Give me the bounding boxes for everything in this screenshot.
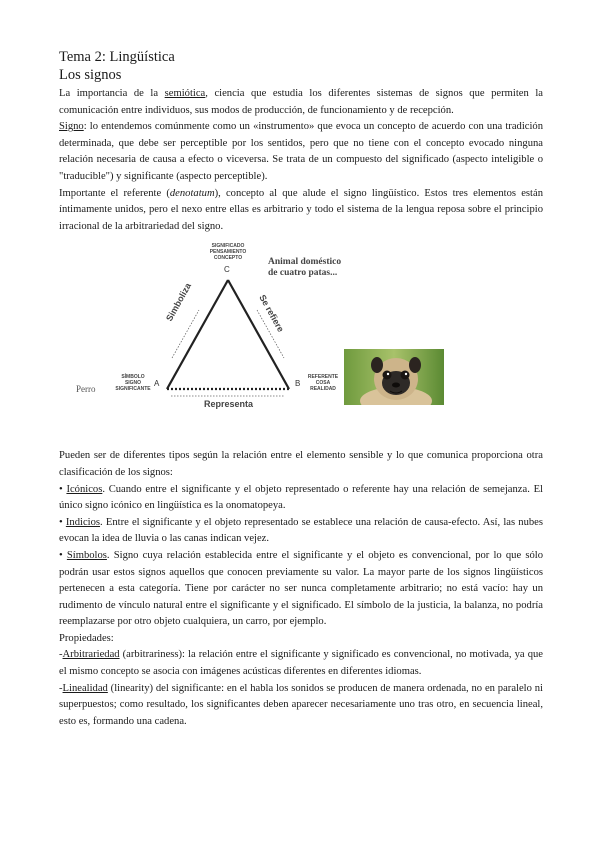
intro-pre: La importancia de la bbox=[59, 88, 165, 99]
simbolos-text: . Signo cuya relación establecida entre el significante y el objeto es convencional, por lo que sólo podrán usar estos signos aquellos que conocen previamente su valor. La mayor parte de los signos lingüísticos pertenecen a esta categoría. Tiene por carácter no ser nunca completamente arbitrario; no está vacío: hay un rudimento de vínculo natural entre el significante y el significado. El símbolo de la justicia, la balanza, no podría reemplazarse por otro objeto cualquiera, un carro, por ejemplo. bbox=[59, 549, 543, 628]
vertex-a: A bbox=[154, 379, 160, 389]
bullet: • bbox=[59, 516, 66, 528]
concepto-label bbox=[204, 243, 252, 261]
top-label-line: CONCEPTO bbox=[213, 255, 243, 262]
intro-paragraph bbox=[59, 86, 543, 119]
page-title: Tema 2: Lingüística bbox=[59, 49, 175, 65]
referente-label bbox=[303, 374, 343, 392]
right-label-line: REALIDAD bbox=[310, 386, 336, 393]
referente-post: ), concepto al que alude el signo lingüístico. Estos tres elementos están íntimamente unidos, pero el nexo entre ellas es arbitrario y todo el sistema de la lengua reposa sobre el principio irracional de la arbitrariedad del signo. bbox=[59, 187, 543, 232]
referente-paragraph bbox=[59, 186, 543, 236]
term-semiotica: semiótica bbox=[164, 88, 206, 99]
term-arbitrariedad: Arbitrariedad bbox=[62, 649, 120, 661]
simboliza-label: Simboliza bbox=[164, 281, 194, 324]
intro-post: , ciencia que estudia los diferentes sistemas de signos que permiten la comunicación entre individuos, sus modos de producción, de funcionamiento y de recepción. bbox=[59, 88, 543, 116]
term-signo: Signo bbox=[59, 121, 84, 133]
term-iconicos: Icónicos bbox=[66, 483, 103, 495]
signo-paragraph bbox=[59, 119, 543, 185]
representa-label: Representa bbox=[204, 399, 254, 410]
animal-line: de cuatro patas... bbox=[268, 268, 338, 279]
tipos-intro: Pueden ser de diferentes tipos según la relación entre el elemento sensible y lo que comunica proporciona otra clasificación de los signos: bbox=[59, 450, 543, 478]
left-label-line: SIGNO bbox=[124, 380, 142, 387]
right-label-line: REFERENTE bbox=[307, 374, 339, 381]
linealidad-item bbox=[59, 681, 543, 731]
top-label-line: SIGNIFICADO bbox=[211, 243, 245, 250]
pug-photo bbox=[344, 349, 444, 405]
dash: - bbox=[59, 682, 63, 694]
significante-label bbox=[113, 374, 153, 392]
iconicos-item bbox=[59, 482, 543, 515]
term-simbolos: Símbolos bbox=[66, 549, 107, 561]
right-label-line: COSA bbox=[315, 380, 331, 387]
left-label-line: SÍMBOLO bbox=[121, 374, 145, 381]
animal-description bbox=[268, 257, 341, 279]
indicios-item bbox=[59, 515, 543, 548]
perro-label: Perro bbox=[76, 384, 96, 395]
propiedades-heading: Propiedades: bbox=[59, 632, 114, 644]
simbolos-item bbox=[59, 548, 543, 631]
semiotic-triangle-figure bbox=[59, 238, 543, 448]
left-label-line: SIGNIFICANTE bbox=[115, 386, 151, 393]
section-heading: Los signos bbox=[59, 67, 122, 83]
iconicos-text: . Cuando entre el significante y el objeto representado o referente hay una relación de semejanza. El único signo icónico en lingüística es la onomatopeya. bbox=[59, 483, 543, 512]
linealidad-text: (linearity) del significante: en el habla los sonidos se producen de manera ordenada, no en paralelo ni superpuestos; como resultado, los significantes deben aparecer necesariamente uno tras otro, en secuencia lineal, esto es, formando una cadena. bbox=[59, 682, 543, 727]
arbitrariedad-text: (arbitrariness): la relación entre el significante y significado es convencional, no motivada, ya que el mismo concepto se asocia con imágenes acústicas diferentes en diferentes idiomas. bbox=[59, 649, 543, 678]
referente-pre: Importante el referente ( bbox=[59, 187, 170, 199]
top-label-line: PENSAMIENTO bbox=[209, 249, 247, 256]
vertex-c: C bbox=[224, 265, 230, 275]
term-linealidad: Linealidad bbox=[62, 682, 108, 694]
vertex-b: B bbox=[295, 379, 301, 389]
se-refiere-label: Se refiere bbox=[257, 293, 286, 335]
indicios-text: . Entre el significante y el objeto representado se establece una relación de causa-efecto. Así, las nubes evocan la idea de lluvia o las canas indican vejez. bbox=[59, 516, 543, 545]
term-denotatum: denotatum bbox=[169, 187, 215, 199]
term-indicios: Indicios bbox=[65, 516, 101, 528]
bullet: • bbox=[59, 549, 67, 561]
dash: - bbox=[59, 649, 63, 661]
bullet: • bbox=[59, 483, 67, 495]
left-guide-line bbox=[172, 310, 199, 358]
signo-text: : lo entendemos comúnmente como un «instrumento» que evoca un concepto de acuerdo con una tradición determinada, que debe ser perceptible por los sentidos, pero que no tiene con el concepto evocado ninguna relación necesaria de causa a efecto o viceversa. Se trata de un compuesto del significado (aspecto inteligible o "traducible") y significante (aspecto perceptible). bbox=[59, 121, 543, 182]
document-content bbox=[59, 48, 543, 730]
animal-line: Animal doméstico bbox=[268, 257, 342, 268]
arbitrariedad-item bbox=[59, 647, 543, 680]
